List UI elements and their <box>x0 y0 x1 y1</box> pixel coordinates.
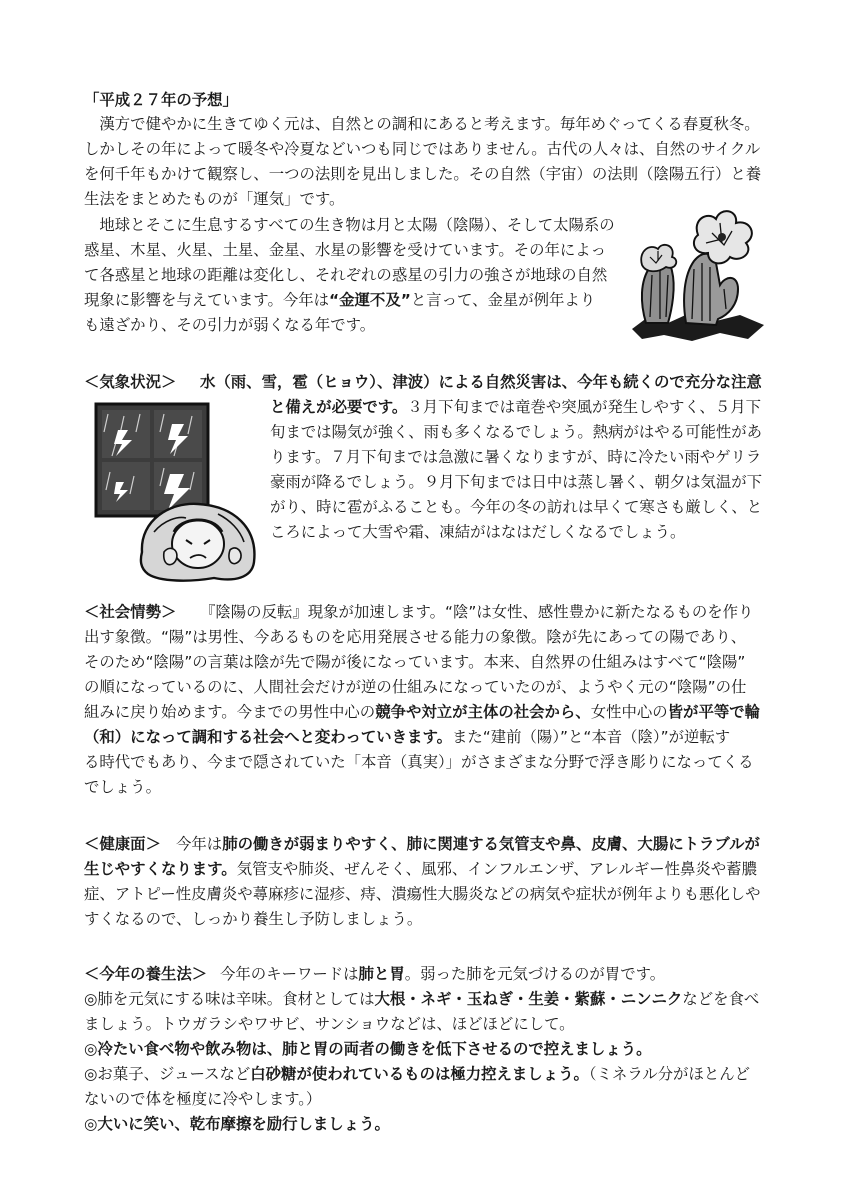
weather-line <box>200 372 762 392</box>
yojo-heading: ＜今年の養生法＞ <box>84 965 208 983</box>
text-run: 惑星、木星、火星、土星、金星、水星の影響を受けています。その年によっ <box>84 241 607 259</box>
health-heading: ＜健康面＞ <box>84 835 161 853</box>
intro-p1-line <box>84 164 761 184</box>
text-run: などを食べ <box>682 990 760 1008</box>
intro-p2-line <box>84 240 606 260</box>
weather-line <box>270 422 762 442</box>
health-line <box>84 909 422 929</box>
bold-text-run: ◎冷たい食べ物や飲み物は、肺と胃の両者の働きを低下させるので控えましょう。 <box>84 1040 652 1058</box>
bold-text-run: 肺と胃 <box>358 965 405 983</box>
text-run: ３月下旬までは竜巻や突風が発生しやすく、５月下 <box>407 398 761 416</box>
society-line <box>84 777 161 797</box>
text-run: がり、時に雹がふることも。今年の冬の訪れは早くて寒さも厳しく、と <box>270 498 763 516</box>
text-run: 漢方で健やかに生きてゆく元は、自然との調和にあると考えます。毎年めぐってくる春夏秋冬。 <box>84 115 760 133</box>
bold-text-run: ◎大いに笑い、乾布摩擦を励行しましょう。 <box>84 1115 390 1133</box>
text-run: ります。７月下旬までは急激に暑くなりますが、時に冷たい雨やゲリラ <box>270 448 762 466</box>
text-run: 症、アトピー性皮膚炎や蕁麻疹に湿疹、痔、潰瘍性大腸炎などの病気や症状が例年よりも悪化しや <box>84 885 761 903</box>
bold-text-run: 競争や対立が主体の社会から、 <box>375 703 591 721</box>
text-run: 組みに戻り始めます。今までの男性中心の <box>84 703 376 721</box>
text-run: （ミネラル分がほとんど <box>588 1065 751 1083</box>
text-run: も遠ざかり、その引力が弱くなる年です。 <box>84 316 376 334</box>
text-run: そのため“陰陽”の言葉は陰が先で陽が後になっています。本来、自然界の仕組みはすべて“陰陽” <box>84 653 746 671</box>
text-run: 。弱った肺を元気づけるのが胃です。 <box>404 965 666 983</box>
bold-text-run: 白砂糖が使われているものは極力控えましょう。 <box>250 1065 589 1083</box>
yojo-line <box>84 989 759 1009</box>
society-line <box>84 752 754 772</box>
text-run: 女性中心の <box>590 703 668 721</box>
text-run: を何千年もかけて観察し、一つの法則を見出しました。その自然（宇宙）の法則（陰陽五行）と養 <box>84 165 762 183</box>
text-run: 『陰陽の反転』現象が加速します。“陰”は女性、感性豊かに新たなるものを作り <box>200 603 754 621</box>
weather-line <box>270 497 762 517</box>
yojo-line <box>84 1064 750 1084</box>
society-line <box>84 627 746 647</box>
intro-p1-line <box>84 189 344 209</box>
society-line <box>84 702 760 722</box>
society-line <box>200 602 753 622</box>
text-run: 生法をまとめたものが「運気」です。 <box>84 190 345 208</box>
text-run: 地球とそこに生息するすべての生き物は月と太陽（陰陽）、そして太陽系の <box>84 216 615 234</box>
bold-text-run: 肺の働きが弱まりやすく、肺に関連する気管支や鼻、皮膚、大腸にトラブルが <box>222 835 760 853</box>
text-run: でしょう。 <box>84 778 161 796</box>
text-run: 今年は <box>176 835 223 853</box>
intro-p1-line <box>84 114 760 134</box>
bold-text-run: “金運不及” <box>329 291 411 309</box>
bold-text-run: 水（雨、雪，雹（ヒョウ）、津波）による自然災害は、今年も続くので充分な注意 <box>200 373 762 391</box>
text-run: また“建前（陽）”と“本音（陰）”が逆転す <box>452 728 731 746</box>
health-line <box>84 884 761 904</box>
society-heading: ＜社会情勢＞ <box>84 603 177 621</box>
weather-line <box>270 397 761 417</box>
text-run: ましょう。トウガラシやワサビ、サンショウなどは、ほどほどにして。 <box>84 1015 575 1033</box>
document-title: 「平成２７年の予想」 <box>84 91 238 109</box>
intro-p2-line <box>84 290 595 310</box>
text-run: 出す象徴。“陽”は男性、今あるものを応用発展させる能力の象徴。陰が先にあっての陽であり、 <box>84 628 747 646</box>
yojo-line <box>84 1114 390 1134</box>
text-run: て各惑星と地球の距離は変化し、それぞれの惑星の引力の強さが地球の自然 <box>84 266 608 284</box>
weather-line <box>270 472 762 492</box>
text-run: ◎肺を元気にする味は辛味。食材としては <box>84 990 375 1008</box>
text-run: と言って、金星が例年より <box>410 291 596 309</box>
intro-p2-line <box>84 265 607 285</box>
bold-text-run: （和）になって調和する社会へと変わっていきます。 <box>84 728 452 746</box>
intro-p2-line <box>84 215 615 235</box>
intro-p2-line <box>84 315 375 335</box>
yojo-line <box>84 1014 575 1034</box>
text-run: しかしその年によって暖冬や冷夏などいつも同じではありません。古代の人々は、自然のサイクル <box>84 140 761 158</box>
text-run: 現象に影響を与えています。今年は <box>84 291 330 309</box>
text-run: ないので体を極度に冷やします。） <box>84 1090 322 1108</box>
text-run: 旬までは陽気が強く、雨も多くなるでしょう。熱病がはやる可能性があ <box>270 423 763 441</box>
yojo-line <box>220 964 665 984</box>
storm-window-illustration <box>94 402 264 582</box>
weather-heading: ＜気象状況＞ <box>84 373 177 391</box>
society-line <box>84 727 730 747</box>
text-run: の順になっているのに、人間社会だけが逆の仕組みになっていたのが、ようやく元の“陰陽”の仕 <box>84 678 747 696</box>
society-line <box>84 652 745 672</box>
health-line <box>84 859 757 879</box>
bold-text-run: 大根・ネギ・玉ねぎ・生姜・紫蘇・ニンニク <box>374 990 683 1008</box>
bold-text-run: 生じやすくなります。 <box>84 860 237 878</box>
weather-line <box>270 522 685 542</box>
society-line <box>84 677 746 697</box>
text-run: すくなるので、しっかり養生し予防しましょう。 <box>84 910 423 928</box>
bold-text-run: 皆が平等で輪 <box>667 703 761 721</box>
text-run: る時代でもあり、今まで隠されていた「本音（真実）」がさまざまな分野で浮き彫りになってくる <box>84 753 754 771</box>
intro-p1-line <box>84 139 760 159</box>
cactus-illustration <box>628 205 768 343</box>
text-run: 豪雨が降るでしょう。９月下旬までは日中は蒸し暑く、朝夕は気温が下 <box>270 473 763 491</box>
text-run: ころによって大雪や霜、凍結がはなはだしくなるでしょう。 <box>270 523 686 541</box>
text-run: 今年のキーワードは <box>220 965 359 983</box>
health-line <box>176 834 760 854</box>
weather-line <box>270 447 761 467</box>
yojo-line <box>84 1089 321 1109</box>
bold-text-run: と備えが必要です。 <box>270 398 408 416</box>
text-run: ◎お菓子、ジュースなど <box>84 1065 251 1083</box>
text-run: 気管支や肺炎、ぜんそく、風邪、インフルエンザ、アレルギー性鼻炎や蓄膿 <box>236 860 757 878</box>
yojo-line <box>84 1039 652 1059</box>
